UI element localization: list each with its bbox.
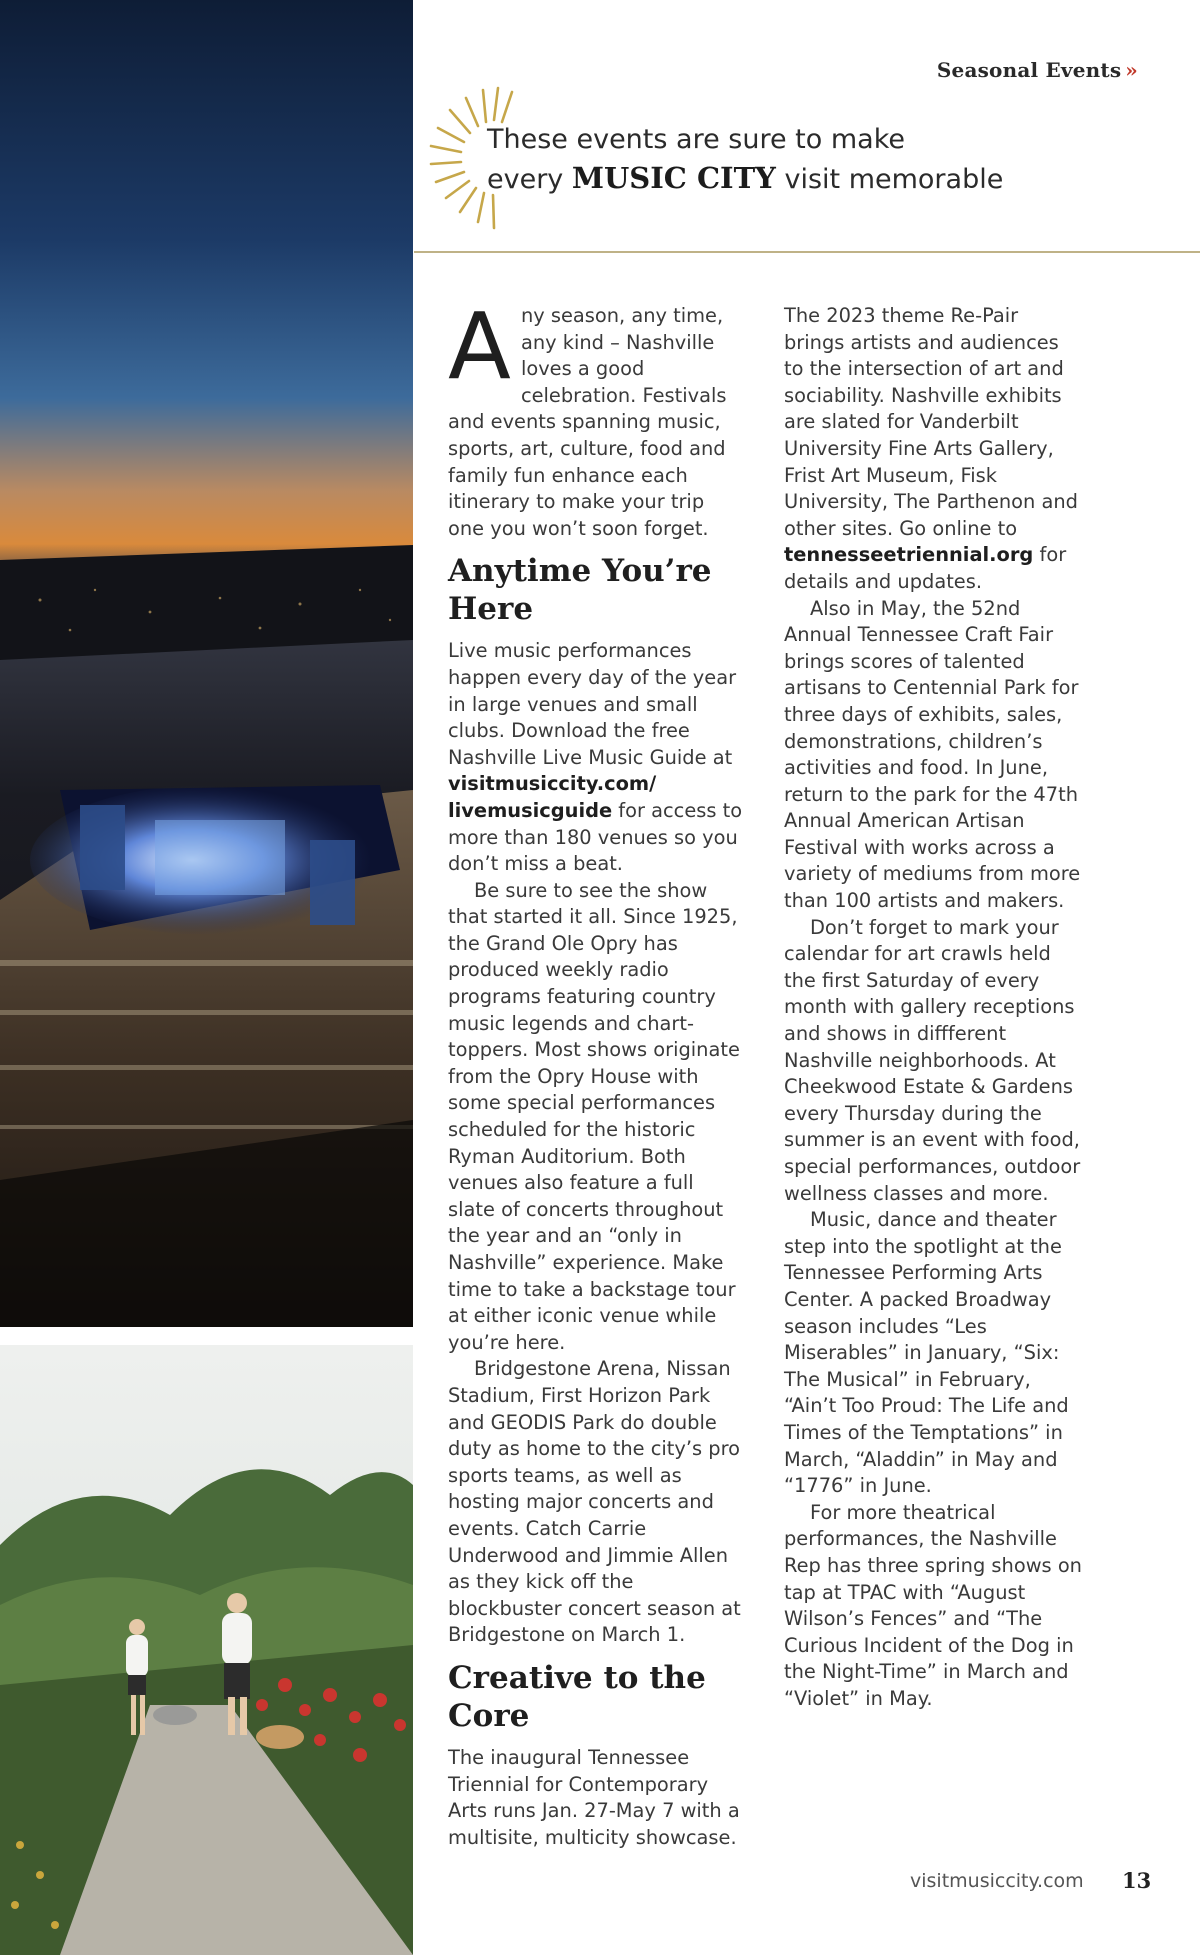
paragraph-triennial bbox=[448, 1745, 746, 1851]
paragraph-tpac: Music, dance and theater step into the spotlight at the Tennessee Performing Arts Center. A packed Broadway season includes “Les Miserables” in January, “Six: The Musical” in February, “Ain’t Too Proud: The Life and Times of the Temptations” in March, “Aladdin” in May and “1776” in June. bbox=[784, 1208, 1069, 1498]
section-tag bbox=[937, 58, 1138, 82]
paragraph-nashville-rep: For more theatrical performances, the Nashville Rep has three spring shows on tap at TPAC with “August Wilson’s Fences” and “The Curious Incident of the Dog in the Night-Time” in March and “Violet” in May. bbox=[784, 1500, 1082, 1710]
article-column-left bbox=[448, 293, 746, 1851]
section-tag-label: Seasonal Events bbox=[936, 58, 1122, 82]
paragraph-text: The 2023 theme Re-Pair brings artists and audiences to the intersection of art and sociability. Nashville exhibits are slated for Vanderbilt University Fine Arts Gallery, Frist Art Museum, Fisk University, The Parthenon and other sites. Go online to bbox=[784, 304, 1078, 540]
paragraph-triennial-continued bbox=[784, 303, 1082, 596]
paragraph-text: The inaugural Tennessee Triennial for Contemporary Arts runs Jan. 27-May 7 with a multisite, multicity showcase. bbox=[448, 1745, 740, 1849]
drop-cap: A bbox=[448, 293, 511, 400]
tagline-suffix: visit memorable bbox=[775, 164, 1004, 195]
garden-photo bbox=[0, 1345, 413, 1955]
tagline-line-1: These events are sure to make bbox=[487, 124, 905, 155]
live-music-guide-link[interactable]: visitmusiccity.com/ livemusicguide bbox=[448, 772, 657, 822]
chevron-right-icon: » bbox=[1125, 58, 1138, 82]
tagline bbox=[487, 120, 1003, 199]
footer-url[interactable]: visitmusiccity.com bbox=[910, 1870, 1084, 1892]
paragraph-text: for access to more than 180 venues so you don’t miss a beat. bbox=[448, 798, 743, 876]
page-number: 13 bbox=[1122, 1868, 1152, 1893]
intro-text: ny season, any time, any kind – Nashville loves a good celebration. Festivals and events spanning music, sports, art, culture, food and family fun enhance each itinerary to make your trip one you won’t soon forget. bbox=[448, 304, 727, 540]
paragraph-arenas: Bridgestone Arena, Nissan Stadium, First Horizon Park and GEODIS Park do double duty as home to the city’s pro sports teams, as well as hosting major concerts and events. Catch Carrie Underwood and Jimmie Allen as they kick off the blockbuster concert season at Bridgestone on March 1. bbox=[448, 1357, 741, 1647]
tagline-prefix: every bbox=[487, 164, 572, 195]
triennial-link[interactable]: tennesseetriennial.org bbox=[784, 543, 1034, 567]
heading-creative: Creative to the Core bbox=[448, 1659, 706, 1734]
tagline-line-2 bbox=[487, 159, 1003, 199]
paragraph-live-music bbox=[448, 638, 746, 877]
concert-photo bbox=[0, 0, 413, 1327]
paragraph-text: Live music performances happen every day of the year in large venues and small clubs. Download the free Nashville Live Music Guide at bbox=[448, 639, 737, 769]
article-column-right bbox=[784, 303, 1082, 1712]
header-divider bbox=[414, 251, 1200, 253]
paragraph-opry: Be sure to see the show that started it all. Since 1925, the Grand Ole Opry has produced weekly radio programs featuring country music legends and chart-toppers. Most shows originate from the Opry House with some special performances scheduled for the historic Ryman Auditorium. Both venues also feature a full slate of concerts throughout the year and an “only in Nashville” experience. Make time to take a backstage tour at either iconic venue while you’re here. bbox=[448, 878, 740, 1354]
intro-paragraph bbox=[448, 293, 746, 542]
heading-anytime: Anytime You’re Here bbox=[448, 553, 712, 628]
paragraph-art-crawls: Don’t forget to mark your calendar for art crawls held the first Saturday of every month with gallery receptions and shows in diffferent Nashville neighborhoods. At Cheekwood Estate & Gardens every Thursday during the summer is an event with food, special performances, outdoor wellness classes and more. bbox=[784, 915, 1081, 1205]
tagline-emphasis: MUSIC CITY bbox=[571, 161, 776, 195]
paragraph-craft-fair: Also in May, the 52nd Annual Tennessee Craft Fair brings scores of talented artisans to Centennial Park for three days of exhibits, sales, demonstrations, children’s activities and food. In June, return to the park for the 47th Annual American Artisan Festival with works across a variety of mediums from more than 100 artists and makers. bbox=[784, 596, 1081, 913]
paragraph-text: for details and updates. bbox=[784, 543, 1067, 593]
